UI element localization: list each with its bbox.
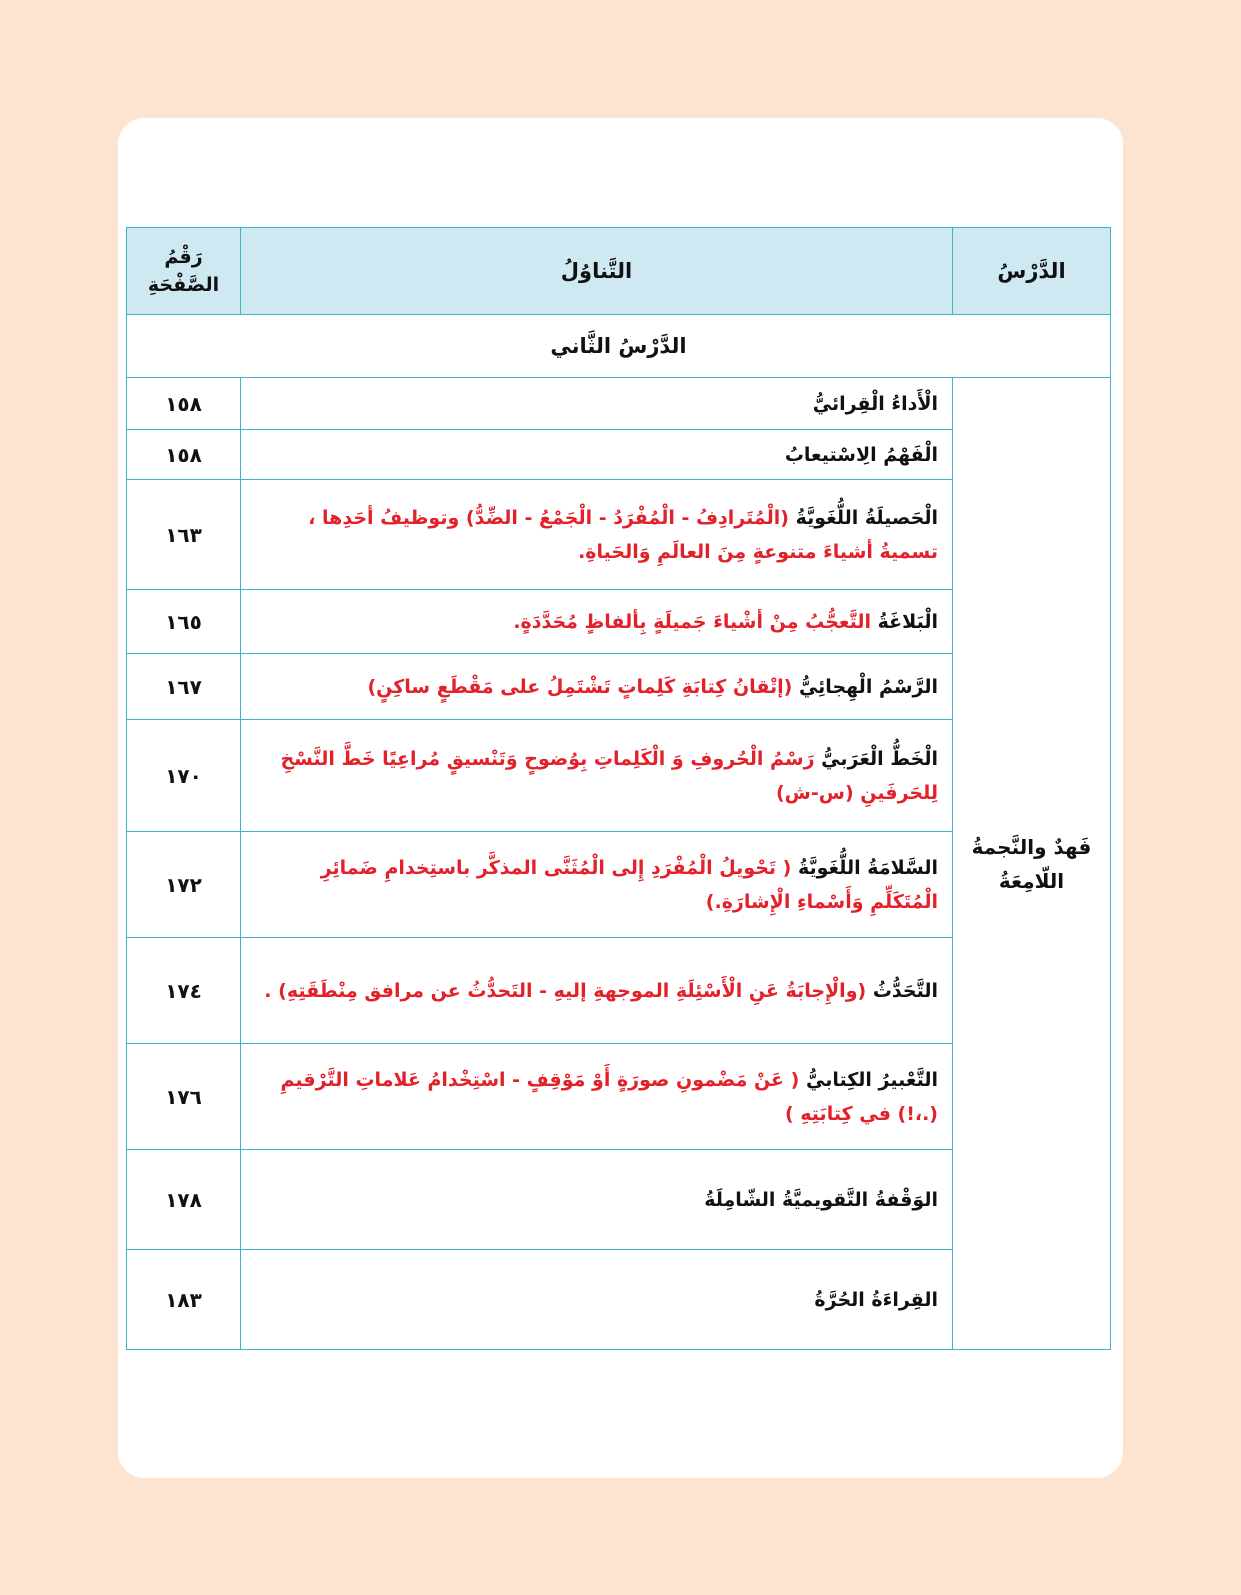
page-number: ١٨٣ bbox=[127, 1250, 241, 1350]
page-number: ١٧٢ bbox=[127, 832, 241, 938]
topic-title: الوَقْفةُ التَّقويميَّةُ الشّامِلَةُ bbox=[704, 1188, 938, 1211]
topic-detail: التَّعجُّبُ مِنْ أشْياءَ جَميلَةٍ بِألفاظٍ مُحَدَّدَةٍ. bbox=[513, 610, 872, 633]
topic-title: الْحَصيلَةُ اللُّغَويَّةُ bbox=[795, 506, 938, 529]
table-header-row bbox=[127, 228, 1111, 315]
topic-title: القِراءَةُ الحُرَّةُ bbox=[814, 1288, 938, 1311]
topic-title: الْبَلاغَةُ bbox=[877, 610, 938, 633]
topic-detail: (الْمُتَرادِفُ - الْمُفْرَدُ - الْجَمْعُ - الضِّدُّ) وتوظيفُ أحَدِها ، تسميةُ أشياءَ متنوعةٍ مِنَ العالَمِ وَالحَياةِ. bbox=[308, 506, 938, 563]
topic-detail: (إتْقانُ كِتابَةِ كَلِماتٍ تَشْتَمِلُ على مَقْطَعٍ ساكِنٍ) bbox=[367, 675, 793, 698]
page-number: ١٦٧ bbox=[127, 654, 241, 720]
topic-cell bbox=[241, 1250, 953, 1350]
page-number: ١٧٦ bbox=[127, 1044, 241, 1150]
page-number: ١٥٨ bbox=[127, 430, 241, 480]
topic-title: الْفَهْمُ الِاسْتيعابُ bbox=[784, 443, 938, 466]
page-number: ١٧٤ bbox=[127, 938, 241, 1044]
page-header-line1: رَقْمُ bbox=[164, 246, 203, 268]
topic-detail: رَسْمُ الْحُروفِ وَ الْكَلِماتِ بِوُضوحٍ وَتَنْسيقٍ مُراعِيًا خَطَّ النَّسْخِ لِلحَرفَينِ (س-ش) bbox=[280, 747, 938, 804]
topic-cell bbox=[241, 720, 953, 832]
topic-cell bbox=[241, 938, 953, 1044]
page-number: ١٧٨ bbox=[127, 1150, 241, 1250]
topic-column-header: التَّناوُلُ bbox=[241, 228, 953, 315]
section-row bbox=[127, 315, 1111, 378]
topic-cell bbox=[241, 430, 953, 480]
topic-cell bbox=[241, 654, 953, 720]
lesson-name-line1: فَهدٌ والنَّجمةُ bbox=[971, 834, 1092, 859]
contents-table bbox=[126, 227, 1111, 1350]
topic-title: الرَّسْمُ الْهِجائِيُّ bbox=[798, 675, 938, 698]
section-title: الدَّرْسُ الثَّاني bbox=[127, 315, 1111, 378]
topic-detail: ( تَحْويلُ الْمُفْرَدِ إِلى الْمُثَنَّى المذكَّر باستِخدامِ ضَمائِرِ الْمُتَكَلِّمِ وَأَسْماءِ الْإِشارَةِ.) bbox=[320, 856, 938, 913]
page-number: ١٦٣ bbox=[127, 480, 241, 590]
table-row bbox=[127, 378, 1111, 430]
topic-cell bbox=[241, 1044, 953, 1150]
page-number: ١٦٥ bbox=[127, 590, 241, 654]
topic-cell bbox=[241, 832, 953, 938]
lesson-name-cell bbox=[953, 378, 1111, 1350]
page-number-column-header bbox=[127, 228, 241, 315]
topic-detail: (والْإِجابَةُ عَنِ الْأَسْئِلَةِ الموجهةِ إليهِ - التَحدُّثُ عن مرافق مِنْطَقَتِهِ) . bbox=[264, 979, 867, 1002]
topic-detail: ( عَنْ مَضْمونِ صورَةٍ أَوْ مَوْقِفٍ - اسْتِخْدامُ عَلاماتِ التَّرْقيمِ (.،!) في كِتابَتِهِ ) bbox=[280, 1068, 938, 1125]
topic-title: السَّلامَةُ اللُّغَويَّةُ bbox=[797, 856, 938, 879]
page-header-line2: الصَّفْحَةِ bbox=[147, 274, 220, 296]
page-number: ١٧٠ bbox=[127, 720, 241, 832]
topic-title: التَّحَدُّثُ bbox=[872, 979, 938, 1002]
lesson-column-header: الدَّرْسُ bbox=[953, 228, 1111, 315]
topic-cell bbox=[241, 1150, 953, 1250]
topic-title: الْخَطُّ الْعَرَبيُّ bbox=[821, 747, 938, 770]
lesson-name-line2: اللّامِعَةُ bbox=[998, 868, 1065, 893]
topic-title: الْأَداءُ الْقِرائيُّ bbox=[812, 392, 938, 415]
page-number: ١٥٨ bbox=[127, 378, 241, 430]
topic-cell bbox=[241, 378, 953, 430]
topic-title: التَّعْبيرُ الكِتابيُّ bbox=[805, 1068, 938, 1091]
topic-cell bbox=[241, 480, 953, 590]
topic-cell bbox=[241, 590, 953, 654]
